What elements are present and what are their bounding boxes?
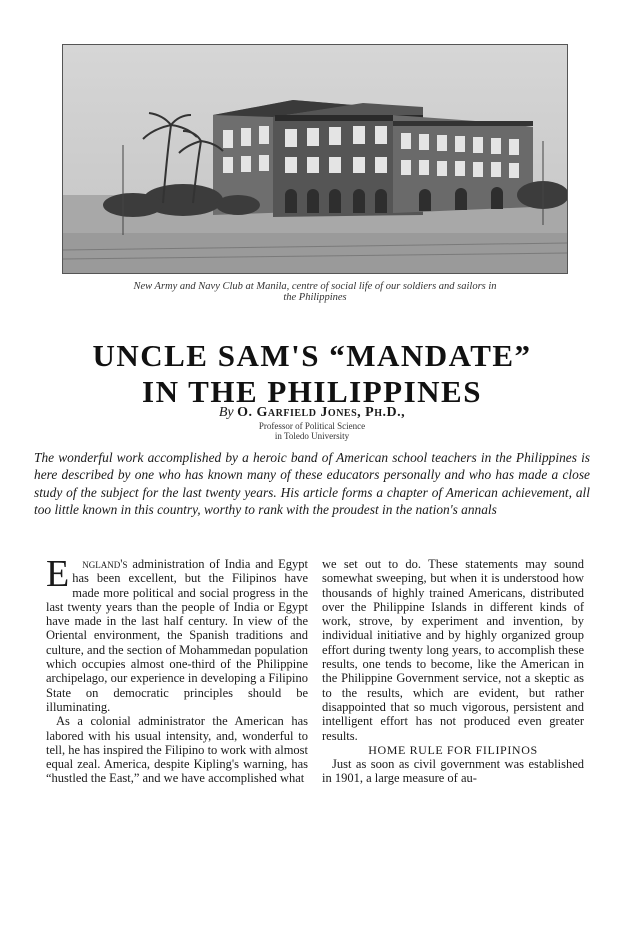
title-line-2: IN THE PHILIPPINES: [142, 374, 482, 409]
caption-line-1: New Army and Navy Club at Manila, centre of social life of our soldiers and sailors in: [133, 281, 497, 292]
photo-caption: [80, 281, 550, 303]
paragraph: [46, 553, 308, 714]
title-line-1: UNCLE SAM'S “MANDATE”: [92, 338, 532, 373]
section-heading: HOME RULE FOR FILIPINOS: [368, 742, 538, 757]
building-illustration: [63, 45, 567, 273]
author-affiliation: [0, 421, 624, 441]
affiliation-line-1: Professor of Political Science: [258, 421, 366, 431]
lead-word: ngland's: [82, 557, 128, 571]
drop-cap: E: [46, 553, 70, 595]
article-intro: The wonderful work accomplished by a heroic band of American school teachers in the Philippines is here described by one who has known many of these educators personally and who has made a close study of the subject for the last twenty years. His article forms a chapter of American achievement, all too little known in this country, worthy to rank with the proudest in the nation's annals: [34, 450, 590, 517]
paragraph-text: administration of India and Egypt has been excellent, but the Filipinos have made more political and social progress in the last twenty years than the people of India or Egypt have made in the last half century. In view of the Oriental environment, the Spanish traditions and culture, and the section of Mohammedan population which occupies almost one-third of the Philippine archipelago, our experience in developing a Filipino State on democratic principles should be illuminating.: [46, 557, 308, 714]
article-column-left: [46, 553, 308, 786]
byline-by: By: [218, 405, 234, 420]
paragraph: As a colonial administrator the American has labored with his usual intensity, and, wonderful to tell, he has inspired the Filipino to work with almost equal zeal. America, despite Kipling's warning, has “hustled the East,” and we have accomplished what: [46, 714, 308, 786]
paragraph: we set out to do. These statements may sound somewhat sweeping, but when it is understood how thousands of highly trained Americans, distributed over the Philippine Islands in different kinds of work, strove, by experiment and invention, by individual initiative and by highly organized group effort during twenty long years, to accomplish these results, one tends to become, like the American in the Philippine Government service, not a skeptic as to the results, which are evident, but rather disappointed that so much vigorous, persistent and intelligent effort has not produced even greater results.: [322, 557, 584, 743]
article-column-right: [322, 557, 584, 786]
caption-line-2: the Philippines: [283, 292, 347, 303]
author-name: O. Garfield Jones, Ph.D.,: [237, 405, 406, 420]
building-photo: [62, 44, 568, 274]
byline: [0, 405, 624, 421]
affiliation-line-2: in Toledo University: [274, 431, 350, 441]
article-title: [40, 338, 584, 410]
paragraph: Just as soon as civil government was established in 1901, a large measure of au-: [322, 757, 584, 786]
